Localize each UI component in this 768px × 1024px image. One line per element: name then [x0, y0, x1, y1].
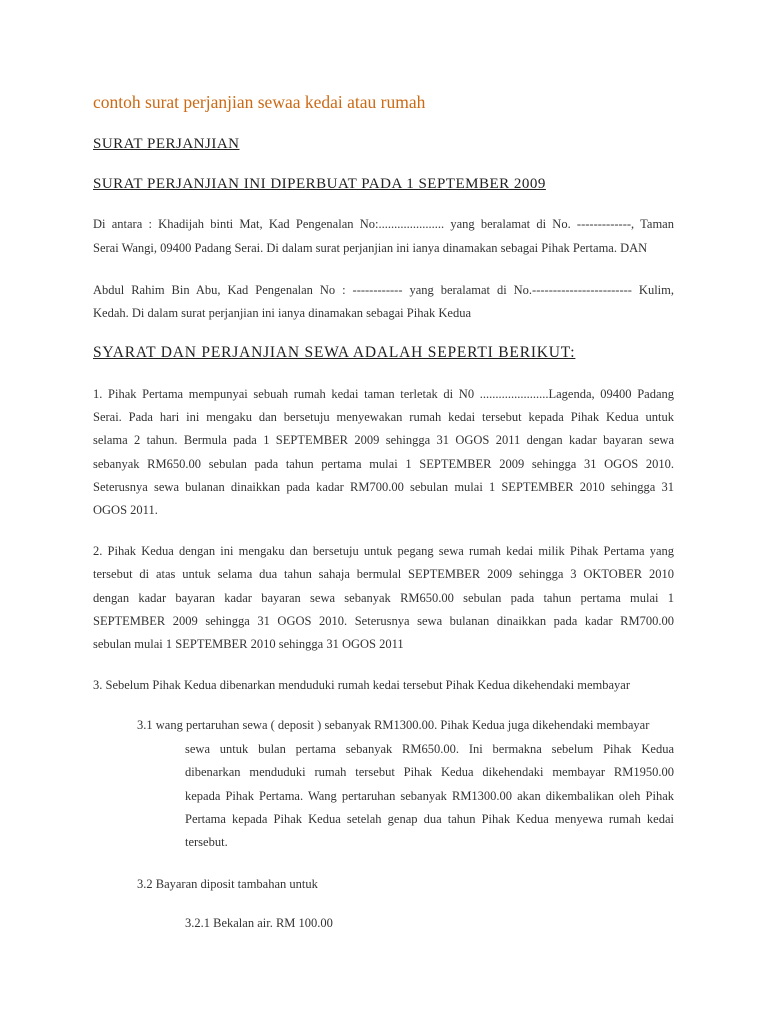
- paragraph-line: dengan kadar bayaran kadar bayaran sewa sebanyak RM650.00 sebulan pada tahun pertama mulai 1: [93, 591, 674, 605]
- paragraph-line: 1. Pihak Pertama mempunyai sebuah rumah kedai taman terletak di N0 ......................Lagenda, 09400 Padang: [93, 387, 674, 401]
- paragraph-line: Kedah. Di dalam surat perjanjian ini ianya dinamakan sebagai Pihak Kedua: [93, 306, 471, 320]
- heading-agreement-date: SURAT PERJANJIAN INI DIPERBUAT PADA 1 SEPTEMBER 2009: [93, 176, 546, 192]
- heading-surat-perjanjian: SURAT PERJANJIAN: [93, 136, 240, 152]
- paragraph-line: Seterusnya sewa bulanan dinaikkan pada kadar RM700.00 sebulan mulai 1 SEPTEMBER 2010 sehingga 31: [93, 480, 674, 494]
- clause-3-paragraph: 3. Sebelum Pihak Kedua dibenarkan menduduki rumah kedai tersebut Pihak Kedua dikehendaki membayar: [93, 678, 630, 692]
- clause-3-2-1-paragraph: 3.2.1 Bekalan air. RM 100.00: [185, 916, 333, 930]
- paragraph-line: dibenarkan menduduki rumah tersebut Pihak Kedua dikehendaki membayar RM1950.00: [185, 765, 674, 779]
- paragraph-line: 2. Pihak Kedua dengan ini mengaku dan bersetuju untuk pegang sewa rumah kedai milik Pihak Pertama yang: [93, 544, 674, 558]
- paragraph-line: 3.1 wang pertaruhan sewa ( deposit ) sebanyak RM1300.00. Pihak Kedua juga dikehendaki membayar: [137, 718, 650, 732]
- heading-terms: SYARAT DAN PERJANJIAN SEWA ADALAH SEPERTI BERIKUT:: [93, 344, 576, 361]
- paragraph-line: tersebut di atas untuk selama dua tahun sahaja bermulal SEPTEMBER 2009 sehingga 3 OKTOBER 2010: [93, 567, 674, 581]
- paragraph-line: Di antara : Khadijah binti Mat, Kad Pengenalan No:..................... yang beralamat di No. -------------, Taman: [93, 217, 674, 231]
- paragraph-line: kepada Pihak Pertama. Wang pertaruhan sebanyak RM1300.00 akan dikembalikan oleh Pihak: [185, 789, 674, 803]
- paragraph-line: sebanyak RM650.00 sebulan pada tahun pertama mulai 1 SEPTEMBER 2009 sehingga 31 OGOS 2010.: [93, 457, 674, 471]
- paragraph-line: OGOS 2011.: [93, 503, 158, 517]
- paragraph-line: Serai Wangi, 09400 Padang Serai. Di dalam surat perjanjian ini ianya dinamakan sebagai Pihak Pertama. DAN: [93, 241, 648, 255]
- paragraph-line: Pertama kepada Pihak Kedua setelah genap dua tahun Pihak Kedua menyewa rumah kedai: [185, 812, 674, 826]
- paragraph-line: SEPTEMBER 2009 sehingga 31 OGOS 2010. Seterusnya sewa bulanan dinaikkan pada kadar RM700.00: [93, 614, 674, 628]
- paragraph-line: sewa untuk bulan pertama sebanyak RM650.00. Ini bermakna sebelum Pihak Kedua: [185, 742, 674, 756]
- paragraph-line: tersebut.: [185, 835, 228, 849]
- paragraph-line: sebulan mulai 1 SEPTEMBER 2010 sehingga 31 OGOS 2011: [93, 637, 404, 651]
- paragraph-line: Serai. Pada hari ini mengaku dan bersetuju menyewakan rumah kedai tersebut kepada Pihak Kedua untuk: [93, 410, 674, 424]
- clause-3-2-paragraph: 3.2 Bayaran diposit tambahan untuk: [137, 877, 318, 891]
- document-title: contoh surat perjanjian sewaa kedai atau rumah: [93, 92, 426, 112]
- paragraph-line: Abdul Rahim Bin Abu, Kad Pengenalan No : ------------ yang beralamat di No.------------------------ Kulim,: [93, 283, 674, 297]
- paragraph-line: selama 2 tahun. Bermula pada 1 SEPTEMBER 2009 sehingga 31 OGOS 2011 dengan kadar bayaran sewa: [93, 433, 674, 447]
